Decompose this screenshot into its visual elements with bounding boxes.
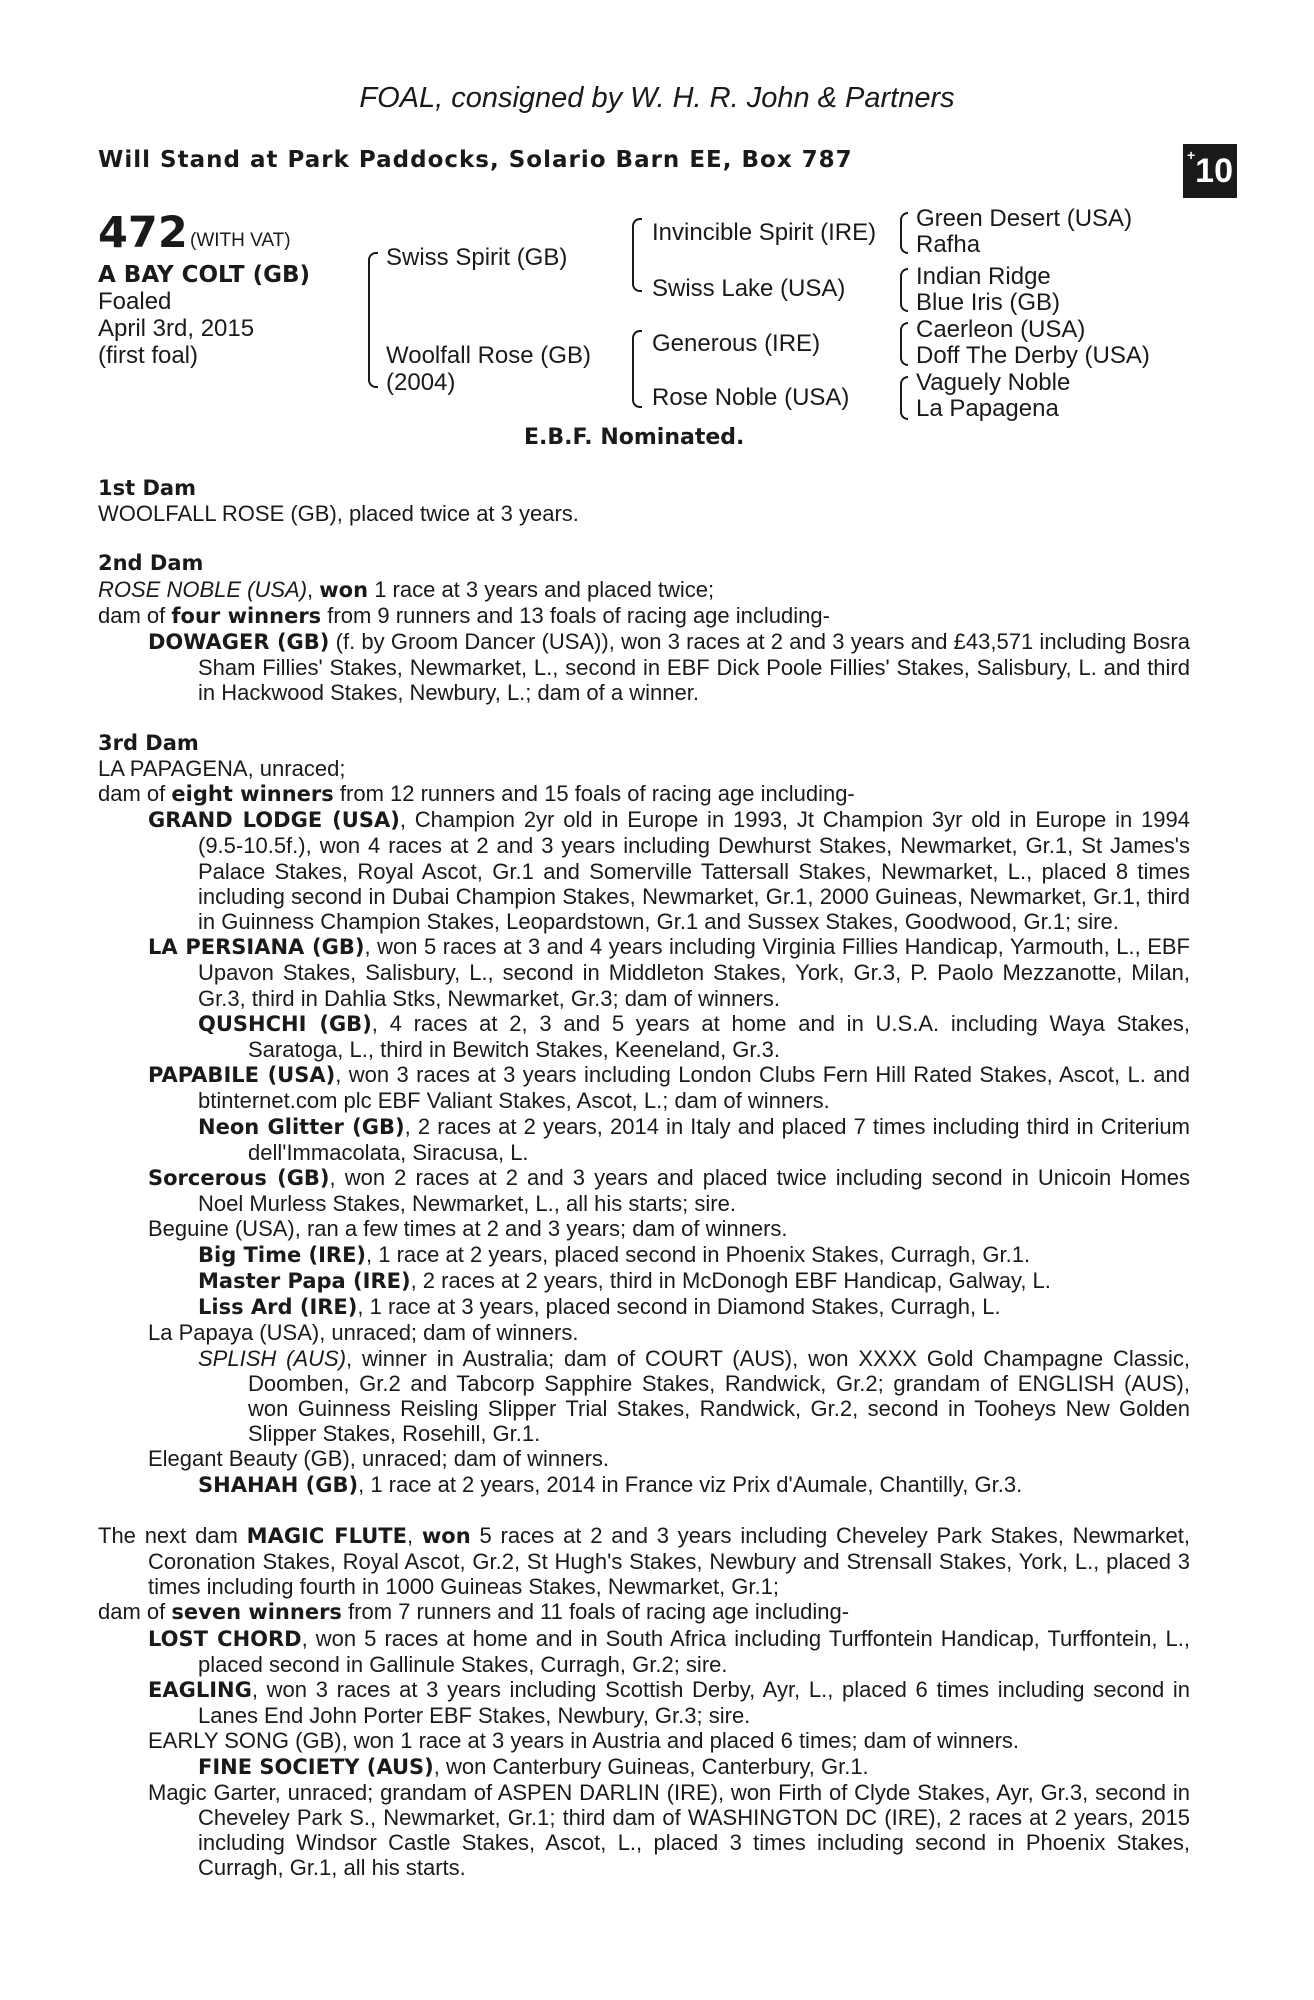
- pedigree-sire-sire: Invincible Spirit (IRE): [652, 219, 877, 246]
- produce-name: LOST CHORD: [148, 1626, 302, 1651]
- pedigree-ddd: La Papagena: [916, 395, 1059, 422]
- pedigree-sire-dam: Swiss Lake (USA): [652, 275, 846, 302]
- foal-note: (first foal): [98, 342, 199, 369]
- second-dam-produce: dam of four winners from 9 runners and 13 foals of racing age including-: [98, 602, 830, 628]
- catalogue-body: [98, 476, 1190, 1881]
- brace-sd: [900, 268, 908, 312]
- third-dam-entries: [98, 807, 1190, 1497]
- second-dam-line: ROSE NOBLE (USA), won 1 race at 3 years and placed twice;: [98, 576, 715, 602]
- produce-name: Liss Ard (IRE): [198, 1295, 358, 1320]
- second-dam-heading: 2nd Dam: [98, 551, 204, 576]
- produce-entry: [98, 1216, 1190, 1241]
- produce-name: SPLISH (AUS): [198, 1345, 347, 1371]
- produce-entry: [98, 1114, 1190, 1165]
- produce-name: QUSHCHI (GB): [198, 1011, 372, 1036]
- produce-text: Elegant Beauty (GB), unraced; dam of winners.: [148, 1446, 610, 1472]
- produce-entry: [98, 1677, 1190, 1728]
- pedigree-sds: Indian Ridge: [916, 263, 1051, 290]
- brace-dd: [900, 376, 908, 420]
- produce-text: , 2 races at 2 years, 2014 in Italy and placed 7 times including third in Criterium dell'Immacolata, Siracusa, L.: [248, 1113, 1190, 1165]
- pedigree-sdd: Blue Iris (GB): [916, 289, 1061, 316]
- produce-entry: [98, 1268, 1190, 1294]
- produce-name: EAGLING: [148, 1677, 252, 1702]
- produce-text: , won Canterbury Guineas, Canterbury, Gr.1.: [433, 1753, 869, 1779]
- stand-location: Will Stand at Park Paddocks, Solario Barn EE, Box 787: [98, 147, 853, 173]
- foaled-date: April 3rd, 2015: [98, 315, 255, 342]
- pedigree-sss: Green Desert (USA): [916, 205, 1133, 232]
- produce-name: SHAHAH (GB): [198, 1472, 359, 1497]
- sire-dam-brace: [368, 252, 378, 388]
- first-dam-text: WOOLFALL ROSE (GB), placed twice at 3 years.: [98, 501, 579, 527]
- pedigree-dsd: Doff The Derby (USA): [916, 342, 1150, 369]
- pedigree-dam-sire: Generous (IRE): [652, 330, 821, 357]
- third-dam-heading: 3rd Dam: [98, 730, 199, 755]
- produce-name: LA PERSIANA (GB): [148, 935, 365, 960]
- next-dam-line: The next dam MAGIC FLUTE, won 5 races at 2 and 3 years including Cheveley Park Stakes, Newmarket, Coronation Stakes, Royal Ascot, Gr.2, St Hugh's Stakes, Newbury and Strensall Stakes, York, L., placed 3 times including fourth in 1000 Guineas Stakes, Newmarket, Gr.1;: [98, 1522, 1191, 1600]
- produce-entry: [98, 1294, 1190, 1320]
- produce-text: La Papaya (USA), unraced; dam of winners.: [148, 1320, 579, 1346]
- produce-entry: [98, 1446, 1190, 1471]
- pedigree-dam-dam: Rose Noble (USA): [652, 384, 850, 411]
- produce-text: , winner in Australia; dam of COURT (AUS), won XXXX Gold Champagne Classic, Doomben, Gr.2 and Tabcorp Sapphire Stakes, Randwick, Gr.2; grandam of ENGLISH (AUS), won Guinness Reisling Slipper Trial Stakes, Randwick, Gr.2, second in Tooheys New Golden Slipper Stakes, Rosehill, Gr.1.: [248, 1345, 1191, 1447]
- produce-text: , won 2 races at 2 and 3 years and placed twice including second in Unicoin Homes Noel Murless Stakes, Newmarket, L., all his starts; sire.: [198, 1165, 1190, 1217]
- produce-name: GRAND LODGE (USA): [148, 808, 400, 833]
- produce-entry: [98, 1165, 1190, 1216]
- produce-text: , won 3 races at 3 years including London Clubs Fern Hill Rated Stakes, Ascot, L. and btinternet.com plc EBF Valiant Stakes, Ascot, L.; dam of winners.: [198, 1062, 1190, 1114]
- produce-name: Master Papa (IRE): [198, 1268, 411, 1293]
- lot-title: A BAY COLT (GB): [98, 262, 311, 288]
- first-dam-heading: 1st Dam: [98, 476, 196, 500]
- vat-note: (WITH VAT): [190, 230, 291, 251]
- ebf-nominated: E.B.F. Nominated.: [524, 425, 745, 450]
- produce-text: , 1 race at 3 years, placed second in Diamond Stakes, Curragh, L.: [357, 1294, 1001, 1320]
- produce-text: EARLY SONG (GB), won 1 race at 3 years in Austria and placed 6 times; dam of winners.: [148, 1728, 1020, 1754]
- produce-entry: [98, 1011, 1190, 1062]
- produce-entry: [98, 1320, 1190, 1345]
- produce-name: Big Time (IRE): [198, 1242, 367, 1267]
- produce-text: , 2 races at 2 years, third in McDonogh EBF Handicap, Galway, L.: [410, 1267, 1051, 1293]
- produce-entry: [98, 1472, 1190, 1498]
- produce-entry: [98, 934, 1190, 1011]
- produce-name: FINE SOCIETY (AUS): [198, 1754, 434, 1779]
- pedigree-dam-year: (2004): [386, 369, 456, 396]
- next-dam-entries: [98, 1626, 1190, 1881]
- produce-entry: [98, 1346, 1190, 1447]
- brace-ds: [900, 322, 908, 366]
- produce-entry: [98, 1728, 1190, 1753]
- pedigree-dss: Caerleon (USA): [916, 316, 1086, 343]
- produce-text: , 1 race at 2 years, 2014 in France viz Prix d'Aumale, Chantilly, Gr.3.: [358, 1471, 1023, 1497]
- consignment-line: FOAL, consigned by W. H. R. John & Partners: [359, 82, 955, 114]
- produce-text: , 1 race at 2 years, placed second in Phoenix Stakes, Curragh, Gr.1.: [366, 1241, 1031, 1267]
- produce-text: , Champion 2yr old in Europe in 1993, Jt Champion 3yr old in Europe in 1994 (9.5-10.5f.), won 4 races at 2 and 3 years including Dewhurst Stakes, Newmarket, Gr.1, St James's Palace Stakes, Royal Ascot, Gr.1 and Somerville Tattersall Stakes, Newmarket, L., placed 8 times including second in Dubai Champion Stakes, Newmarket, Gr.1, 2000 Guineas, Newmarket, Gr.1, third in Guinness Champion Stakes, Leopardstown, Gr.1 and Sussex Stakes, Goodwood, Gr.1; sire.: [198, 807, 1190, 935]
- produce-entry: [98, 1626, 1190, 1677]
- produce-text: , won 3 races at 3 years including Scottish Derby, Ayr, L., placed 6 times including second in Lanes End John Porter EBF Stakes, Newbury, Gr.3; sire.: [198, 1676, 1190, 1729]
- produce-entry: [98, 1242, 1190, 1268]
- produce-text: , won 5 races at home and in South Africa including Turffontein Handicap, Turffontein, L., placed second in Gallinule Stakes, Curragh, Gr.2; sire.: [198, 1625, 1191, 1677]
- pedigree-dam: Woolfall Rose (GB): [386, 342, 591, 369]
- third-dam-produce: dam of eight winners from 12 runners and 15 foals of racing age including-: [98, 781, 855, 807]
- produce-text: , 4 races at 2, 3 and 5 years at home and in U.S.A. including Waya Stakes, Saratoga, L., third in Bewitch Stakes, Keeneland, Gr.3.: [248, 1010, 1190, 1063]
- pedigree-sire: Swiss Spirit (GB): [386, 244, 568, 271]
- produce-text: Beguine (USA), ran a few times at 2 and 3 years; dam of winners.: [148, 1216, 788, 1242]
- pedigree-ssd: Rafha: [916, 231, 981, 258]
- produce-text: , won 5 races at 3 and 4 years including Virginia Fillies Handicap, Yarmouth, L., EBF Upavon Stakes, Salisbury, L., second in Middleton Stakes, York, Gr.3, P. Paolo Mezzanotte, Milan, Gr.3, third in Dahlia Stks, Newmarket, Gr.3; dam of winners.: [198, 934, 1190, 1011]
- next-dam-produce: dam of seven winners from 7 runners and 11 foals of racing age including-: [98, 1599, 850, 1625]
- produce-entry: [98, 1780, 1190, 1881]
- third-dam-line: LA PAPAGENA, unraced;: [98, 755, 346, 781]
- lot-badge: +10: [1183, 144, 1237, 198]
- pedigree-dds: Vaguely Noble: [916, 369, 1071, 396]
- produce-text: Magic Garter, unraced; grandam of ASPEN DARLIN (IRE), won Firth of Clyde Stakes, Ayr, Gr.3, second in Cheveley Park S., Newmarket, Gr.1; third dam of WASHINGTON DC (IRE), 2 races at 2 years, 2015 including Windsor Castle Stakes, Ascot, L., placed 3 times including second in Phoenix Stakes, Curragh, Gr.1, all his starts.: [148, 1779, 1190, 1881]
- dam-brace: [632, 330, 642, 408]
- lot-number: 472: [98, 208, 188, 258]
- produce-entry: [98, 1062, 1190, 1113]
- produce-name: Neon Glitter (GB): [198, 1114, 405, 1139]
- produce-name: PAPABILE (USA): [148, 1063, 336, 1088]
- sire-brace: [632, 218, 642, 292]
- produce-name: Sorcerous (GB): [148, 1166, 330, 1191]
- brace-ss: [900, 212, 908, 254]
- produce-entry: [98, 1754, 1190, 1780]
- foaled-label: Foaled: [98, 288, 172, 315]
- dowager-entry: DOWAGER (GB) (f. by Groom Dancer (USA)), won 3 races at 2 and 3 years and £43,571 including Bosra Sham Fillies' Stakes, Newmarket, L., second in EBF Dick Poole Fillies' Stakes, Salisbury, L. and third in Hackwood Stakes, Newbury, L.; dam of a winner.: [148, 629, 1190, 706]
- produce-entry: [98, 807, 1190, 934]
